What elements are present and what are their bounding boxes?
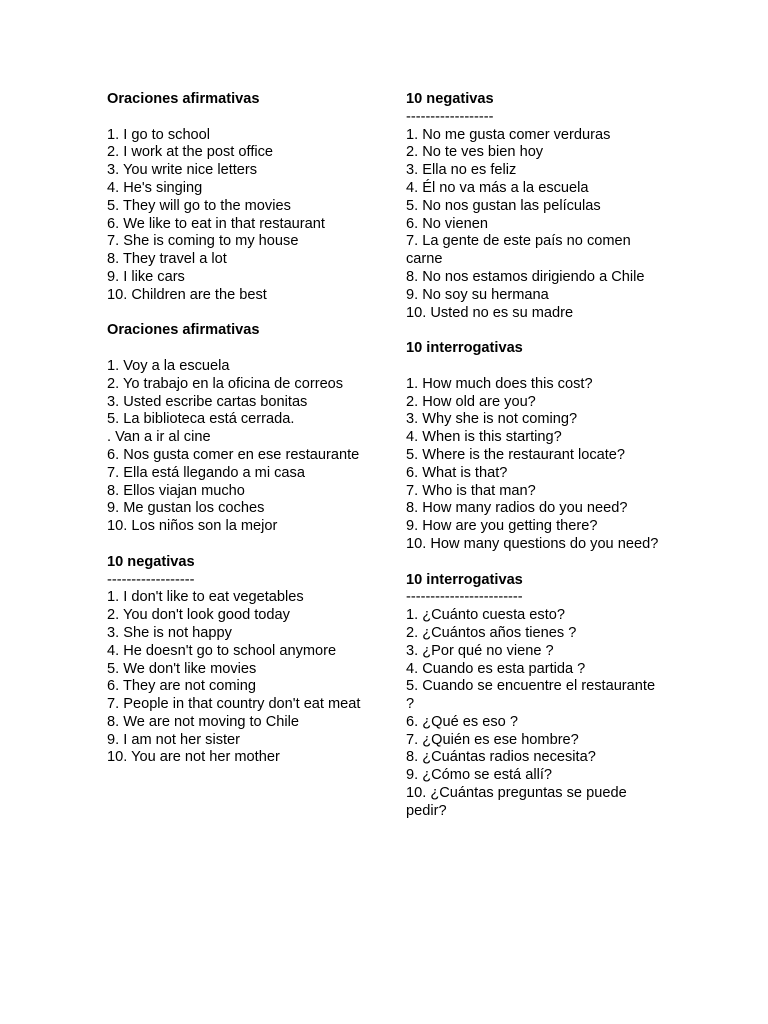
list-item: 3. Ella no es feliz <box>406 162 517 179</box>
list-item: 2. I work at the post office <box>107 144 274 161</box>
list-item: 7. ¿Quién es ese hombre? <box>406 731 579 748</box>
list-item: 9. No soy su hermana <box>406 286 549 303</box>
section-interrogative-spanish <box>406 572 666 821</box>
list-item: 2. How old are you? <box>406 393 536 410</box>
list-item: 9. I like cars <box>107 268 185 285</box>
list-item: 4. When is this starting? <box>406 429 562 446</box>
list-item: 2. No te ves bien hoy <box>406 144 544 161</box>
list-item: 8. Ellos viajan mucho <box>107 482 245 499</box>
section-affirmative-spanish <box>107 322 377 536</box>
list-item: 9. Me gustan los coches <box>107 500 265 517</box>
section-interrogative-english <box>406 340 666 554</box>
list-item: 10. Usted no es su madre <box>406 304 574 321</box>
list-item: 7. Who is that man? <box>406 482 536 499</box>
list-item: 1. No me gusta comer verduras <box>406 126 611 143</box>
list-item: 5. La biblioteca está cerrada. <box>107 411 295 428</box>
list-item: 8. We are not moving to Chile <box>107 713 299 730</box>
list-item: 1. I don't like to eat vegetables <box>107 589 304 606</box>
left-column <box>107 91 377 785</box>
list-item: 9. How are you getting there? <box>406 518 598 535</box>
list-item: 9. ¿Cómo se está allí? <box>406 767 553 784</box>
list-item: 7. She is coming to my house <box>107 233 299 250</box>
list-item: 1. I go to school <box>107 126 211 143</box>
list-item: 2. You don't look good today <box>107 607 290 624</box>
right-column <box>406 91 666 838</box>
list-item: 1. Voy a la escuela <box>107 357 230 374</box>
list-item: 5. Where is the restaurant locate? <box>406 446 626 463</box>
list-item: 6. No vienen <box>406 215 488 232</box>
list-item: 8. They travel a lot <box>107 251 227 268</box>
dashed-divider: ------------------ <box>107 571 195 588</box>
dashed-divider: ------------------------ <box>406 589 523 606</box>
section-negative-english <box>107 554 377 768</box>
list-item: 5. They will go to the movies <box>107 197 291 214</box>
list-item: 8. ¿Cuántas radios necesita? <box>406 749 596 766</box>
list-item: 9. I am not her sister <box>107 731 241 748</box>
list-item: 3. ¿Por qué no viene ? <box>406 642 554 659</box>
section-heading: Oraciones afirmativas <box>107 91 260 107</box>
section-negative-spanish <box>406 91 666 322</box>
list-item: 7. Ella está llegando a mi casa <box>107 464 305 481</box>
list-item: 7. La gente de este país no comen carne <box>406 233 631 268</box>
list-item: 3. Usted escribe cartas bonitas <box>107 393 308 410</box>
list-item: 10. ¿Cuántas preguntas se puede pedir? <box>406 785 627 819</box>
list-item: 5. No nos gustan las películas <box>406 197 601 214</box>
list-item: 6. Nos gusta comer en ese restaurante <box>107 446 360 463</box>
list-item: 2. ¿Cuántos años tienes ? <box>406 624 577 641</box>
section-heading: 10 negativas <box>107 553 195 570</box>
list-item: 4. He's singing <box>107 179 203 196</box>
list-item: 8. How many radios do you need? <box>406 500 628 517</box>
list-item: 1. How much does this cost? <box>406 375 593 392</box>
list-item: 7. People in that country don't eat meat <box>107 696 361 713</box>
list-item: 4. He doesn't go to school anymore <box>107 642 337 659</box>
section-heading: 10 negativas <box>406 91 494 107</box>
section-heading: 10 interrogativas <box>406 571 523 588</box>
list-item: 5. We don't like movies <box>107 660 257 677</box>
section-affirmative-english <box>107 91 377 305</box>
section-heading: Oraciones afirmativas <box>107 322 260 339</box>
list-item: 3. Why she is not coming? <box>406 411 578 428</box>
list-item: 6. We like to eat in that restaurant <box>107 215 325 232</box>
list-item: 10. Los niños son la mejor <box>107 518 278 535</box>
list-item: 5. Cuando se encuentre el restaurante ? <box>406 678 656 713</box>
list-item: 10. You are not her mother <box>107 749 280 766</box>
list-item: 3. She is not happy <box>107 624 232 641</box>
list-item: 1. ¿Cuánto cuesta esto? <box>406 607 566 624</box>
list-item: 4. Él no va más a la escuela <box>406 179 589 196</box>
list-item: 3. You write nice letters <box>107 162 258 179</box>
dashed-divider: ------------------ <box>406 108 494 125</box>
list-item: 6. What is that? <box>406 464 508 481</box>
list-item: 6. They are not coming <box>107 678 256 695</box>
heading-spacer <box>107 340 377 358</box>
list-item: . Van a ir al cine <box>107 429 211 446</box>
list-item: 10. How many questions do you need? <box>406 535 659 552</box>
list-item: 8. No nos estamos dirigiendo a Chile <box>406 268 645 285</box>
list-item: 6. ¿Qué es eso ? <box>406 713 518 730</box>
heading-spacer <box>406 358 666 376</box>
section-heading: 10 interrogativas <box>406 340 523 357</box>
list-item: 4. Cuando es esta partida ? <box>406 660 586 677</box>
heading-spacer <box>107 109 377 127</box>
list-item: 2. Yo trabajo en la oficina de correos <box>107 375 344 392</box>
list-item: 10. Children are the best <box>107 286 267 303</box>
